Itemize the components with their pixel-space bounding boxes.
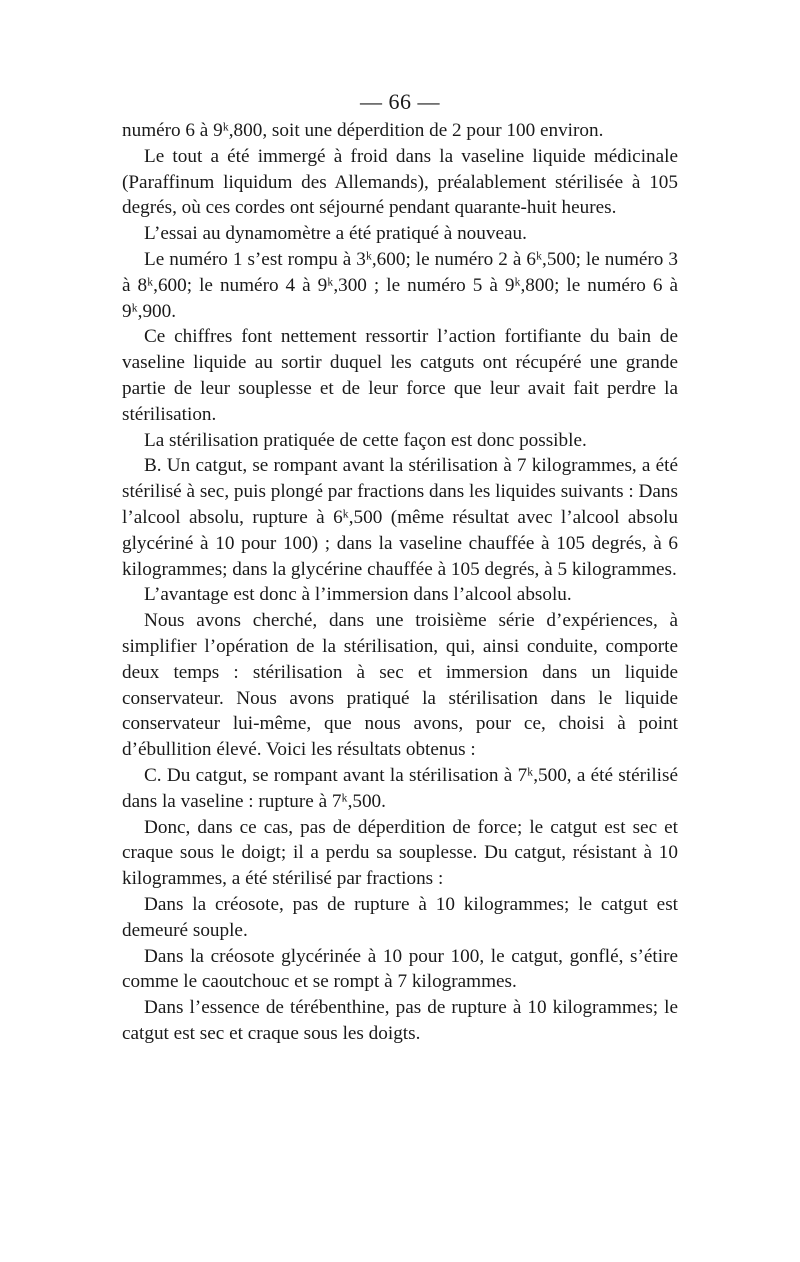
paragraph-6: La stérilisation pratiquée de cette façon est donc possible. (144, 429, 587, 451)
paragraph-1: numéro 6 à 9ᵏ,800, soit une déperdition de 2 pour 100 environ. (122, 120, 604, 141)
page-number: — 66 — (360, 89, 440, 114)
paragraph-3: L’essai au dynamomètre a été pratiqué à nouveau. (144, 223, 527, 245)
paragraph-14: Dans l’essence de térébenthine, pas de rupture à 10 kilogrammes; le catgut est sec et craque sous les doigts. (122, 997, 678, 1044)
paragraph-2: Le tout a été immergé à froid dans la vaseline liquide médicinale (Paraffinum liquidum des Allemands), préalablement stérilisée à 105 degrés, où ces cordes ont séjourné pendant quarante-huit heures. (122, 145, 678, 219)
paragraph-4: Le numéro 1 s’est rompu à 3ᵏ,600; le numéro 2 à 6ᵏ,500; le numéro 3 à 8ᵏ,600; le numéro 4 à 9ᵏ,300 ; le numéro 5 à 9ᵏ,800; le numéro 6 à 9ᵏ,900. (122, 248, 678, 322)
paragraph-9: Nous avons cherché, dans une troisième série d’expériences, à simplifier l’opération de la stérilisation, qui, ainsi conduite, comporte deux temps : stérilisation à sec et immersion dans un liquide conservateur. Nous avons pratiqué la stérilisation dans le liquide conservateur lui-même, que nous avons, pour ce, choisi à point d’ébullition élevé. Voici les résultats obtenus : (122, 610, 678, 761)
paragraph-12: Dans la créosote, pas de rupture à 10 kilogrammes; le catgut est demeuré souple. (122, 893, 678, 941)
paragraph-13: Dans la créosote glycérinée à 10 pour 100, le catgut, gonflé, s’étire comme le caoutchouc et se rompt à 7 kilogrammes. (122, 945, 678, 993)
body-text (122, 118, 678, 1047)
paragraph-10: C. Du catgut, se rompant avant la stérilisation à 7ᵏ,500, a été stérilisé dans la vaseline : rupture à 7ᵏ,500. (122, 764, 678, 812)
book-page (122, 88, 678, 1047)
paragraph-11: Donc, dans ce cas, pas de déperdition de force; le catgut est sec et craque sous le doigt; il a perdu sa souplesse. Du catgut, résistant à 10 kilogrammes, a été stérilisé par fractions : (122, 816, 678, 890)
paragraph-5: Ce chiffres font nettement ressortir l’action fortifiante du bain de vaseline liquide au sortir duquel les catguts ont récupéré une grande partie de leur souplesse et de leur force que leur avait fait perdre la stérilisation. (122, 326, 678, 425)
paragraph-8: L’avantage est donc à l’immersion dans l’alcool absolu. (144, 584, 572, 606)
paragraph-7: B. Un catgut, se rompant avant la stérilisation à 7 kilogrammes, a été stérilisé à sec, puis plongé par fractions dans les liquides suivants : Dans l’alcool absolu, rupture à 6ᵏ,500 (même résultat avec l’alcool absolu glycériné à 10 pour 100) ; dans la vaseline chauffée à 105 degrés, à 6 kilogrammes; dans la glycérine chauffée à 105 degrés, à 5 kilogrammes. (122, 455, 678, 580)
